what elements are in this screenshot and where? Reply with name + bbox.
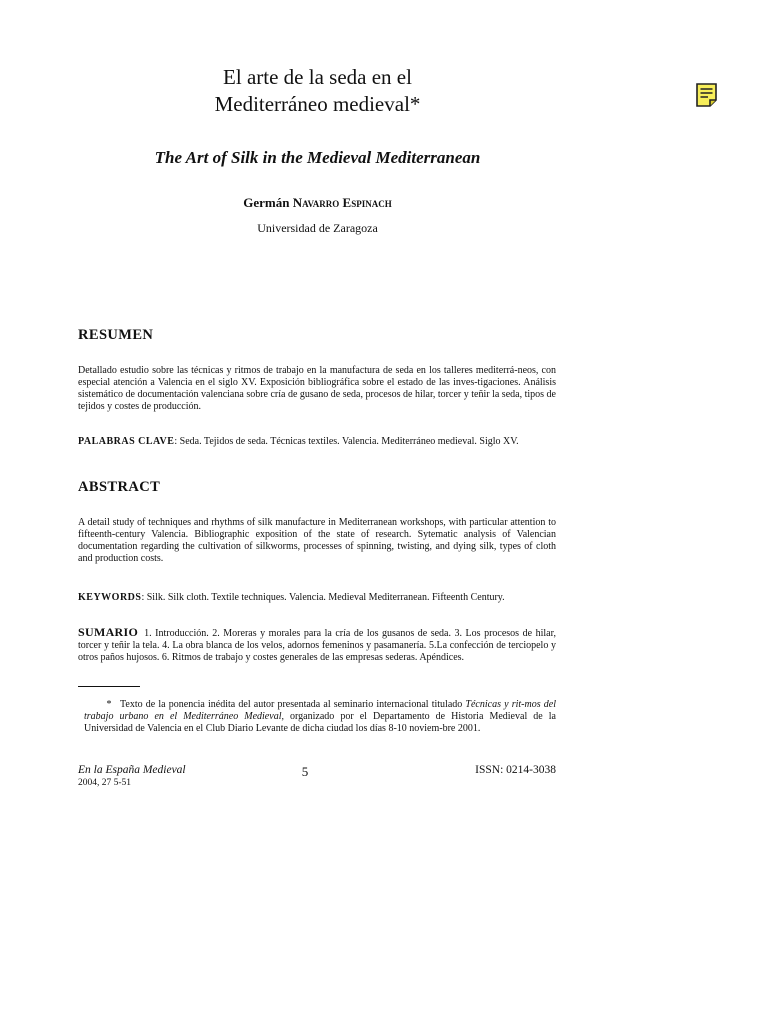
article-subtitle: The Art of Silk in the Medieval Mediterranean <box>154 148 481 167</box>
author-first-name: Germán <box>243 195 293 210</box>
footnote-mark: * <box>106 699 112 710</box>
author-name <box>80 195 555 211</box>
abstract-heading: ABSTRACT <box>78 479 161 495</box>
footnote-seminar-title: Técnicas y rit-mos del trabajo urbano en el Mediterráneo Medieval, <box>84 699 556 722</box>
article-title <box>80 64 555 118</box>
resumen-text: Detallado estudio sobre las técnicas y ritmos de trabajo en la manufactura de seda en los talleres mediterrá-neos, con especial atención a Valencia en el siglo XV. Exposición bibliográfica sobre el estado de las inves-tigaciones. Análisis sistemático de documentación valenciana sobre cría de gusano de seda, procesos de hilar, torcer y teñir la seda, tipos de tejidos y costes de producción. <box>78 365 556 412</box>
issn: ISSN: 0214-3038 <box>475 764 556 776</box>
palabras-clave-text: : Seda. Tejidos de seda. Técnicas textiles. Valencia. Mediterráneo medieval. Siglo XV. <box>174 436 519 447</box>
resumen-heading: RESUMEN <box>78 327 154 343</box>
journal-volume: 2004, 27 5-51 <box>78 778 132 788</box>
footnote-text-end: organizado por el Departamento de Historia Medieval de la Universidad de Valencia en el Club Diario Levante de dicha ciudad los días 8-10 noviem-bre 2001. <box>84 711 556 734</box>
footnote-text-start: Texto de la ponencia inédita del autor presentada al seminario internacional titulado <box>120 699 466 710</box>
author-last-name: Navarro Espinach <box>292 195 392 210</box>
journal-name: En la España Medieval <box>78 764 186 776</box>
keywords <box>78 592 556 604</box>
sumario-label: SUMARIO <box>78 625 139 639</box>
author-affiliation: Universidad de Zaragoza <box>257 221 378 235</box>
sticky-note-icon[interactable] <box>695 82 719 108</box>
footnote-divider <box>78 686 140 687</box>
sumario-text: 1. Introducción. 2. Moreras y morales para la cría de los gusanos de seda. 3. Los procesos de hilar, torcer y teñir la tela. 4. La obra blanca de los velos, adornos femeninos y pasamanería. 5.La confección de terciopelo y otros paños hujosos. 6. Ritmos de trabajo y costes generales de las empresas sederas. Apéndices. <box>78 628 556 663</box>
keywords-text: : Silk. Silk cloth. Textile techniques. Valencia. Medieval Mediterranean. Fifteenth Century. <box>141 592 505 603</box>
page-number: 5 <box>301 764 309 779</box>
keywords-label: KEYWORDS <box>78 592 142 603</box>
palabras-clave <box>78 436 556 448</box>
abstract-text: A detail study of techniques and rhythms of silk manufacture in Mediterranean workshops, with particular attention to fifteenth-century Valencia. Bibliographic exposition of the state of research. Sytematic analysis of Valencian documentation regarding the cultivation of silkworms, processes of spinning, twisting, and dying silk, types of cloth and production costs. <box>78 517 556 564</box>
footnote <box>84 699 556 735</box>
title-line-1: El arte de la seda en el <box>223 65 412 89</box>
sumario <box>78 626 556 664</box>
palabras-clave-label: PALABRAS CLAVE <box>78 436 175 447</box>
title-line-2: Mediterráneo medieval* <box>214 92 421 116</box>
